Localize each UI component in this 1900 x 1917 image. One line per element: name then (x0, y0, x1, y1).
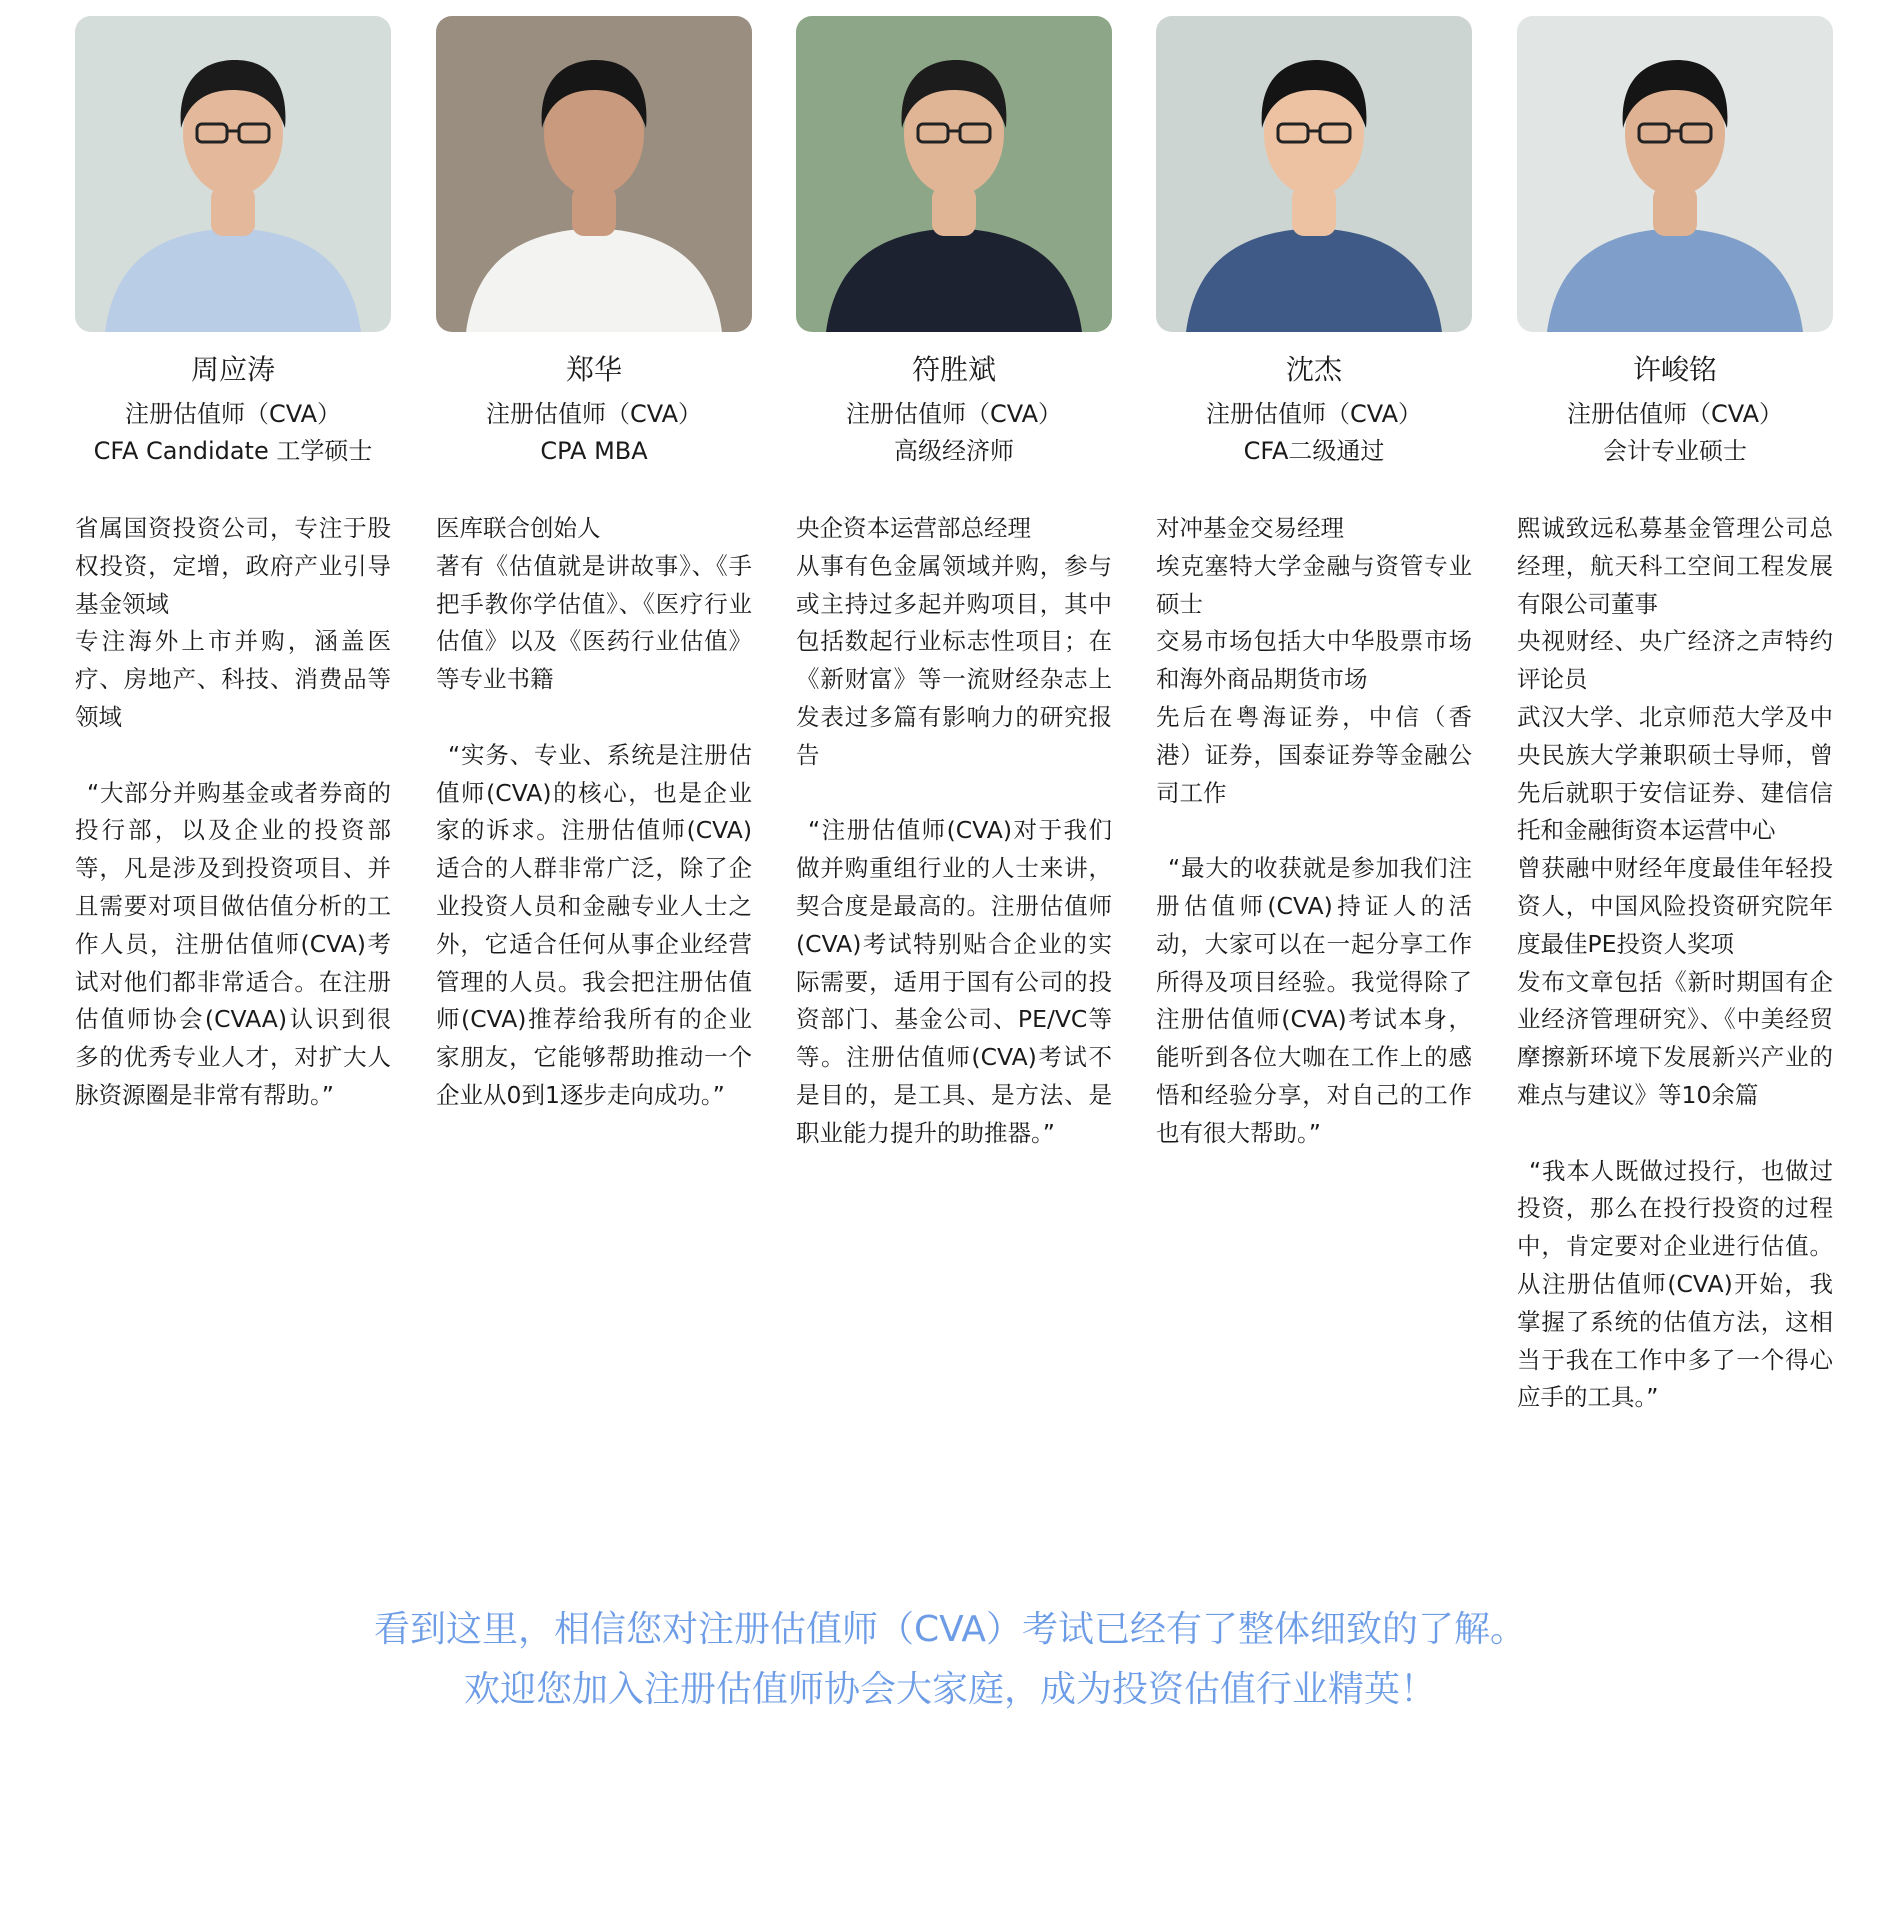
portrait-image (1517, 16, 1833, 332)
bio-line: 发布文章包括《新时期国有企业经济管理研究》、《中美经贸摩擦新环境下发展新兴产业的难点与建议》等10余篇 (1517, 967, 1833, 1109)
bio-line: 交易市场包括大中华股票市场和海外商品期货市场 (1156, 627, 1472, 694)
closing-message (0, 1600, 1900, 1720)
profile-quote: “我本人既做过投行，也做过投资，那么在投行投资的过程中，肯定要对企业进行估值。从注册估值师(CVA)开始，我掌握了系统的估值方法，这相当于我在工作中多了一个得心应手的工具。” (1517, 1156, 1833, 1412)
profile-quote: “大部分并购基金或者券商的投行部，以及企业的投资部等，凡是涉及到投资项目、并且需要对项目做估值分析的工作人员，注册估值师(CVA)考试对他们都非常适合。在注册估值师协会(CVAA)认识到很多的优秀专业人才，对扩大人脉资源圈是非常有帮助。” (75, 778, 391, 1109)
bio-line: 专注海外上市并购，涵盖医疗、房地产、科技、消费品等领域 (75, 627, 391, 731)
bio-line: 省属国资投资公司，专注于股权投资，定增，政府产业引导基金领域 (75, 514, 391, 618)
portrait-image (1156, 16, 1472, 332)
closing-line: 看到这里，相信您对注册估值师（CVA）考试已经有了整体细致的了解。 (373, 1609, 1527, 1650)
profile-titles (436, 396, 752, 470)
closing-line: 欢迎您加入注册估值师协会大家庭，成为投资估值行业精英！ (463, 1669, 1436, 1710)
profile-name: 许峻铭 (1632, 353, 1717, 386)
profile-quote: “最大的收获就是参加我们注册估值师(CVA)持证人的活动，大家可以在一起分享工作所得及项目经验。我觉得除了注册估值师(CVA)考试本身，能听到各位大咖在工作上的感悟和经验分享，对自己的工作也有很大帮助。” (1156, 854, 1472, 1147)
portrait-image (796, 16, 1112, 332)
profile-titles (1517, 396, 1833, 470)
profile-bio (75, 510, 391, 737)
profile-quote: “注册估值师(CVA)对于我们做并购重组行业的人士来讲，契合度是最高的。注册估值师(CVA)考试特别贴合企业的实际需要，适用于国有公司的投资部门、基金公司、PE/VC等等。注册估值师(CVA)考试不是目的，是工具、是方法、是职业能力提升的助推器。” (796, 816, 1112, 1147)
profile-title: 注册估值师（CVA） (845, 400, 1063, 428)
bio-line: 医库联合创始人 (436, 514, 601, 542)
portrait-photo (1517, 16, 1833, 332)
profile-card (75, 16, 391, 1115)
profile-title: 注册估值师（CVA） (1566, 400, 1784, 428)
profile-bio (1156, 510, 1472, 812)
bio-line: 埃克塞特大学金融与资管专业硕士 (1156, 551, 1472, 618)
portrait-image (75, 16, 391, 332)
profile-titles (75, 396, 391, 470)
profile-name: 周应涛 (190, 353, 275, 386)
profile-quote: “实务、专业、系统是注册估值师(CVA)的核心，也是企业家的诉求。注册估值师(CVA)适合的人群非常广泛，除了企业投资人员和金融专业人士之外，它适合任何从事企业经营管理的人员。我会把注册估值师(CVA)推荐给我所有的企业家朋友，它能够帮助推动一个企业从0到1逐步走向成功。” (436, 740, 752, 1109)
profile-name: 沈杰 (1285, 353, 1342, 386)
bio-line: 著有《估值就是讲故事》、《手把手教你学估值》、《医疗行业估值》以及《医药行业估值》等专业书籍 (436, 551, 752, 694)
profile-title: CFA二级通过 (1243, 437, 1385, 465)
bio-line: 先后在粤海证券，中信（香港）证券，国泰证券等金融公司工作 (1156, 702, 1472, 807)
bio-line: 从事有色金属领域并购，参与或主持过多起并购项目，其中包括数起行业标志性项目；在《新财富》等一流财经杂志上发表过多篇有影响力的研究报告 (796, 551, 1112, 769)
bio-line: 曾获融中财经年度最佳年轻投资人，中国风险投资研究院年度最佳PE投资人奖项 (1517, 854, 1833, 958)
profile-bio (796, 510, 1112, 775)
profile-bio (436, 510, 752, 699)
portrait-image (436, 16, 752, 332)
portrait-photo (436, 16, 752, 332)
profile-titles (1156, 396, 1472, 470)
profile-bio (1517, 510, 1833, 1115)
profile-title: 注册估值师（CVA） (485, 400, 703, 428)
bio-line: 武汉大学、北京师范大学及中央民族大学兼职硕士导师，曾先后就职于安信证券、建信信托和金融街资本运营中心 (1517, 702, 1833, 845)
portrait-photo (796, 16, 1112, 332)
profile-titles (796, 396, 1112, 470)
profile-name: 符胜斌 (911, 353, 996, 386)
profile-title: 高级经济师 (894, 437, 1014, 465)
portrait-photo (75, 16, 391, 332)
profile-card (436, 16, 752, 1115)
profile-title: 注册估值师（CVA） (1205, 400, 1423, 428)
profile-card (1517, 16, 1833, 1417)
bio-line: 熙诚致远私募基金管理公司总经理，航天科工空间工程发展有限公司董事 (1517, 514, 1833, 618)
profile-title: CFA Candidate 工学硕士 (93, 437, 373, 465)
profile-title: 会计专业硕士 (1603, 437, 1747, 465)
profile-card (1156, 16, 1472, 1153)
bio-line: 央企资本运营部总经理 (796, 514, 1031, 542)
portrait-photo (1156, 16, 1472, 332)
profile-card (796, 16, 1112, 1153)
bio-line: 央视财经、央广经济之声特约评论员 (1517, 627, 1833, 694)
bio-line: 对冲基金交易经理 (1156, 514, 1344, 542)
profile-name: 郑华 (565, 353, 622, 386)
profile-title: CPA MBA (540, 437, 648, 465)
profile-title: 注册估值师（CVA） (124, 400, 342, 428)
